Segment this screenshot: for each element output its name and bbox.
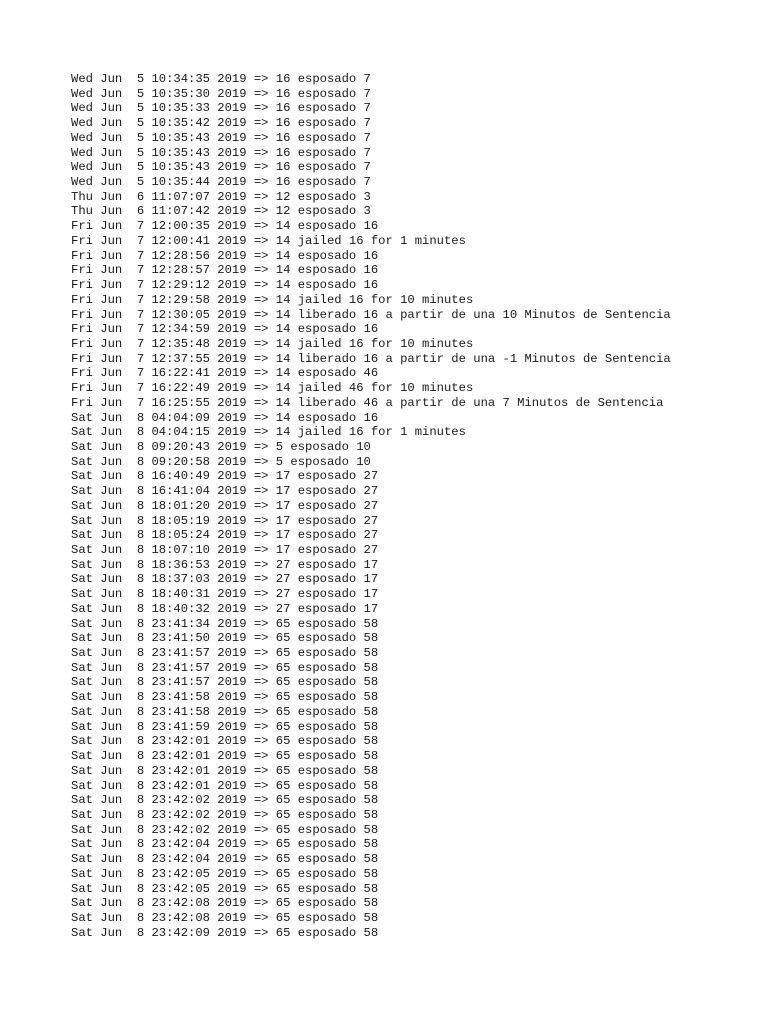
log-line: Sat Jun 8 04:04:09 2019 => 14 esposado 16 [71, 410, 379, 425]
log-line: Sat Jun 8 23:41:57 2019 => 65 esposado 58 [71, 660, 379, 675]
log-line: Sat Jun 8 23:41:59 2019 => 65 esposado 58 [71, 719, 379, 734]
log-line: Sat Jun 8 23:42:09 2019 => 65 esposado 58 [71, 925, 379, 940]
log-line: Fri Jun 7 16:22:41 2019 => 14 esposado 46 [71, 366, 379, 381]
log-line: Fri Jun 7 12:28:57 2019 => 14 esposado 16 [71, 263, 379, 278]
log-line: Sat Jun 8 23:41:57 2019 => 65 esposado 58 [71, 646, 379, 661]
log-line: Fri Jun 7 12:29:12 2019 => 14 esposado 16 [71, 278, 379, 293]
log-line: Sat Jun 8 23:41:34 2019 => 65 esposado 58 [71, 616, 379, 631]
log-line: Sat Jun 8 18:01:20 2019 => 17 esposado 27 [71, 498, 379, 513]
log-line: Fri Jun 7 12:00:41 2019 => 14 jailed 16 for 1 minutes [71, 233, 466, 248]
log-line: Sat Jun 8 23:41:50 2019 => 65 esposado 58 [71, 631, 379, 646]
log-line: Sat Jun 8 23:41:57 2019 => 65 esposado 58 [71, 675, 379, 690]
log-line: Wed Jun 5 10:35:43 2019 => 16 esposado 7 [71, 130, 371, 145]
log-line: Fri Jun 7 12:29:58 2019 => 14 jailed 16 for 10 minutes [71, 292, 474, 307]
log-line: Sat Jun 8 23:42:02 2019 => 65 esposado 58 [71, 807, 379, 822]
log-line: Sat Jun 8 23:42:01 2019 => 65 esposado 58 [71, 734, 379, 749]
log-line: Fri Jun 7 12:00:35 2019 => 14 esposado 16 [71, 219, 379, 234]
log-line: Sat Jun 8 23:42:05 2019 => 65 esposado 58 [71, 881, 379, 896]
log-line: Sat Jun 8 23:42:02 2019 => 65 esposado 58 [71, 822, 379, 837]
log-line: Sat Jun 8 23:42:05 2019 => 65 esposado 58 [71, 866, 379, 881]
log-line: Sat Jun 8 04:04:15 2019 => 14 jailed 16 for 1 minutes [71, 425, 466, 440]
log-line: Sat Jun 8 18:05:24 2019 => 17 esposado 27 [71, 528, 379, 543]
log-line: Fri Jun 7 12:37:55 2019 => 14 liberado 16 a partir de una -1 Minutos de Sentencia [71, 351, 671, 366]
log-line: Sat Jun 8 18:40:31 2019 => 27 esposado 17 [71, 587, 379, 602]
log-line: Sat Jun 8 18:40:32 2019 => 27 esposado 17 [71, 601, 379, 616]
log-line: Sat Jun 8 18:07:10 2019 => 17 esposado 27 [71, 543, 379, 557]
log-line: Wed Jun 5 10:35:43 2019 => 16 esposado 7 [71, 145, 371, 160]
log-line: Fri Jun 7 12:34:59 2019 => 14 esposado 16 [71, 322, 379, 337]
log-text-block [71, 72, 671, 940]
log-line: Wed Jun 5 10:34:35 2019 => 16 esposado 7 [71, 72, 371, 86]
log-line: Sat Jun 8 18:36:53 2019 => 27 esposado 17 [71, 557, 379, 572]
log-line: Fri Jun 7 12:30:05 2019 => 14 liberado 16 a partir de una 10 Minutos de Sentencia [71, 307, 671, 322]
log-line: Thu Jun 6 11:07:07 2019 => 12 esposado 3 [71, 189, 371, 204]
log-line: Wed Jun 5 10:35:33 2019 => 16 esposado 7 [71, 101, 371, 116]
log-line: Sat Jun 8 23:42:01 2019 => 65 esposado 58 [71, 778, 379, 793]
log-line: Fri Jun 7 16:25:55 2019 => 14 liberado 46 a partir de una 7 Minutos de Sentencia [71, 395, 664, 410]
log-line: Sat Jun 8 16:40:49 2019 => 17 esposado 27 [71, 469, 379, 484]
log-line: Thu Jun 6 11:07:42 2019 => 12 esposado 3 [71, 204, 371, 219]
log-line: Sat Jun 8 09:20:58 2019 => 5 esposado 10 [71, 454, 371, 469]
log-line: Fri Jun 7 12:35:48 2019 => 14 jailed 16 for 10 minutes [71, 336, 474, 351]
log-line: Sat Jun 8 09:20:43 2019 => 5 esposado 10 [71, 439, 371, 454]
log-line: Wed Jun 5 10:35:43 2019 => 16 esposado 7 [71, 160, 371, 175]
log-line: Sat Jun 8 23:42:04 2019 => 65 esposado 58 [71, 852, 379, 867]
log-line: Sat Jun 8 23:41:58 2019 => 65 esposado 58 [71, 704, 379, 719]
log-line: Sat Jun 8 23:42:01 2019 => 65 esposado 58 [71, 749, 379, 764]
log-line: Sat Jun 8 16:41:04 2019 => 17 esposado 27 [71, 484, 379, 499]
log-line: Fri Jun 7 16:22:49 2019 => 14 jailed 46 for 10 minutes [71, 381, 474, 396]
log-line: Sat Jun 8 23:42:02 2019 => 65 esposado 58 [71, 793, 379, 808]
log-line: Fri Jun 7 12:28:56 2019 => 14 esposado 16 [71, 248, 379, 263]
log-line: Sat Jun 8 23:42:01 2019 => 65 esposado 58 [71, 763, 379, 778]
log-line: Wed Jun 5 10:35:44 2019 => 16 esposado 7 [71, 175, 371, 190]
log-line: Sat Jun 8 23:41:58 2019 => 65 esposado 58 [71, 690, 379, 705]
log-line: Sat Jun 8 23:42:08 2019 => 65 esposado 58 [71, 910, 379, 925]
log-line: Sat Jun 8 18:05:19 2019 => 17 esposado 27 [71, 513, 379, 528]
log-line: Wed Jun 5 10:35:42 2019 => 16 esposado 7 [71, 116, 371, 131]
log-line: Sat Jun 8 23:42:04 2019 => 65 esposado 58 [71, 837, 379, 852]
log-line: Wed Jun 5 10:35:30 2019 => 16 esposado 7 [71, 86, 371, 101]
log-line: Sat Jun 8 18:37:03 2019 => 27 esposado 17 [71, 572, 379, 587]
log-line: Sat Jun 8 23:42:08 2019 => 65 esposado 58 [71, 896, 379, 911]
